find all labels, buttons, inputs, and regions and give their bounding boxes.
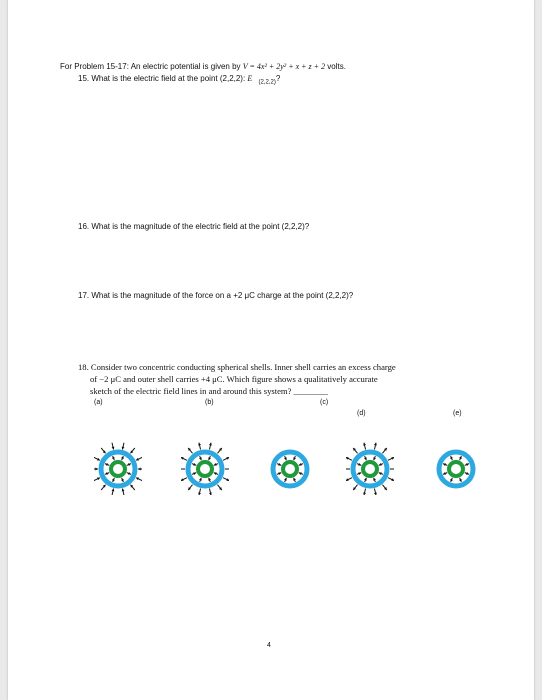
field-arrow <box>346 478 352 481</box>
potential-expression: V = 4x² + 2y² + x + z + 2 <box>242 62 326 71</box>
field-arrow <box>136 478 142 481</box>
field-arrow <box>299 472 303 475</box>
field-arrow <box>382 448 386 453</box>
field-arrow <box>443 472 447 475</box>
question-16: 16. What is the magnitude of the electric field at the point (2,2,2)? <box>78 222 310 231</box>
field-arrow <box>459 478 462 482</box>
field-arrow <box>112 456 115 460</box>
question-17: 17. What is the magnitude of the force on a +2 μC charge at the point (2,2,2)? <box>78 291 354 300</box>
field-arrow <box>127 463 131 466</box>
field-arrow <box>223 478 229 481</box>
document-page <box>8 0 534 700</box>
field-arrow <box>346 457 352 460</box>
field-arrow <box>299 463 303 466</box>
field-arrow <box>217 448 221 453</box>
field-arrow <box>353 448 357 453</box>
field-arrow <box>198 488 201 495</box>
field-arrow <box>122 443 125 450</box>
field-arrow <box>225 468 229 471</box>
field-arrow <box>105 463 109 466</box>
figure-c-label: (c) <box>320 399 329 406</box>
field-symbol: E⃗ <box>247 74 259 83</box>
field-arrow <box>122 488 125 495</box>
field-arrow <box>390 468 394 471</box>
field-arrow <box>94 478 100 481</box>
question-15: 15. What is the electric field at the point (2,2,2): $E⃗_{(2,2,2)}$? <box>78 74 281 86</box>
field-arrow <box>373 478 376 482</box>
figure-a[interactable] <box>94 425 142 495</box>
field-arrow <box>209 488 212 495</box>
field-arrow <box>284 456 287 460</box>
field-arrow <box>188 448 192 453</box>
field-arrow <box>199 456 202 460</box>
field-arrow <box>346 468 350 471</box>
field-arrow <box>105 472 109 475</box>
figure-e-label: (e) <box>453 410 462 417</box>
field-arrow <box>379 472 383 475</box>
question-18-line-2: of −2 μC and outer shell carries +4 μC. Which figure shows a qualitatively accurate <box>90 374 378 384</box>
field-arrow <box>388 457 394 460</box>
field-arrow <box>364 478 367 482</box>
field-arrow <box>443 463 447 466</box>
field-arrow <box>208 456 211 460</box>
field-arrow <box>363 488 366 495</box>
field-arrow <box>465 463 469 466</box>
outer-shell <box>188 452 222 486</box>
shell-diagram-0 <box>94 425 142 495</box>
field-arrow <box>379 463 383 466</box>
field-arrow <box>293 456 296 460</box>
question-18-line-1: 18. Consider two concentric conducting spherical shells. Inner shell carries an excess charge <box>78 362 396 372</box>
field-arrow <box>209 443 212 450</box>
field-arrow <box>382 485 386 490</box>
field-arrow <box>374 488 377 495</box>
field-arrow <box>94 468 98 471</box>
field-arrow <box>214 463 218 466</box>
figure-b[interactable] <box>181 425 229 495</box>
page-number: 4 <box>267 642 271 649</box>
field-arrow <box>373 456 376 460</box>
question-18-line-3: sketch of the electric field lines in and around this system? ________ <box>90 386 328 396</box>
field-arrow <box>217 485 221 490</box>
field-arrow <box>284 478 287 482</box>
field-arrow <box>198 443 201 450</box>
figure-d-label: (d) <box>357 410 366 417</box>
field-arrow <box>357 472 361 475</box>
outer-shell <box>353 452 387 486</box>
field-arrow <box>293 478 296 482</box>
field-arrow <box>112 443 115 450</box>
field-arrow <box>374 443 377 450</box>
field-arrow <box>181 468 185 471</box>
field-arrow <box>465 472 469 475</box>
field-arrow <box>121 456 124 460</box>
problem-intro: For Problem 15-17: An electric potential is given by V = 4x² + 2y² + x + z + 2 volts. <box>60 62 346 71</box>
figure-c[interactable] <box>266 425 314 495</box>
field-arrow <box>363 443 366 450</box>
field-arrow <box>181 457 187 460</box>
field-arrow <box>450 456 453 460</box>
figure-b-label: (b) <box>205 399 214 406</box>
field-arrow <box>112 488 115 495</box>
field-arrow <box>101 485 105 490</box>
field-arrow <box>199 478 202 482</box>
field-arrow <box>364 456 367 460</box>
shell-diagram-1 <box>181 425 229 495</box>
figure-e[interactable] <box>432 425 480 495</box>
field-arrow <box>353 485 357 490</box>
field-arrow <box>192 463 196 466</box>
field-arrow <box>277 472 281 475</box>
field-arrow <box>121 478 124 482</box>
field-point-subscript: (2,2,2) <box>258 79 276 86</box>
field-arrow <box>357 463 361 466</box>
outer-shell <box>439 452 473 486</box>
field-arrow <box>136 457 142 460</box>
field-arrow <box>188 485 192 490</box>
field-arrow <box>223 457 229 460</box>
field-arrow <box>138 468 142 471</box>
field-arrow <box>130 448 134 453</box>
field-arrow <box>208 478 211 482</box>
field-arrow <box>94 457 100 460</box>
figure-a-label: (a) <box>94 399 103 406</box>
inner-shell <box>283 462 297 476</box>
field-arrow <box>101 448 105 453</box>
field-arrow <box>277 463 281 466</box>
shell-diagram-3 <box>346 425 394 495</box>
field-arrow <box>127 472 131 475</box>
inner-shell <box>449 462 463 476</box>
field-arrow <box>214 472 218 475</box>
inner-shell <box>111 462 125 476</box>
outer-shell <box>273 452 307 486</box>
field-arrow <box>450 478 453 482</box>
shell-diagram-2 <box>266 425 314 495</box>
outer-shell <box>101 452 135 486</box>
inner-shell <box>363 462 377 476</box>
field-arrow <box>181 478 187 481</box>
field-arrow <box>130 485 134 490</box>
field-arrow <box>459 456 462 460</box>
shell-diagram-4 <box>432 425 480 495</box>
field-arrow <box>388 478 394 481</box>
figure-d[interactable] <box>346 425 394 495</box>
field-arrow <box>112 478 115 482</box>
inner-shell <box>198 462 212 476</box>
field-arrow <box>192 472 196 475</box>
